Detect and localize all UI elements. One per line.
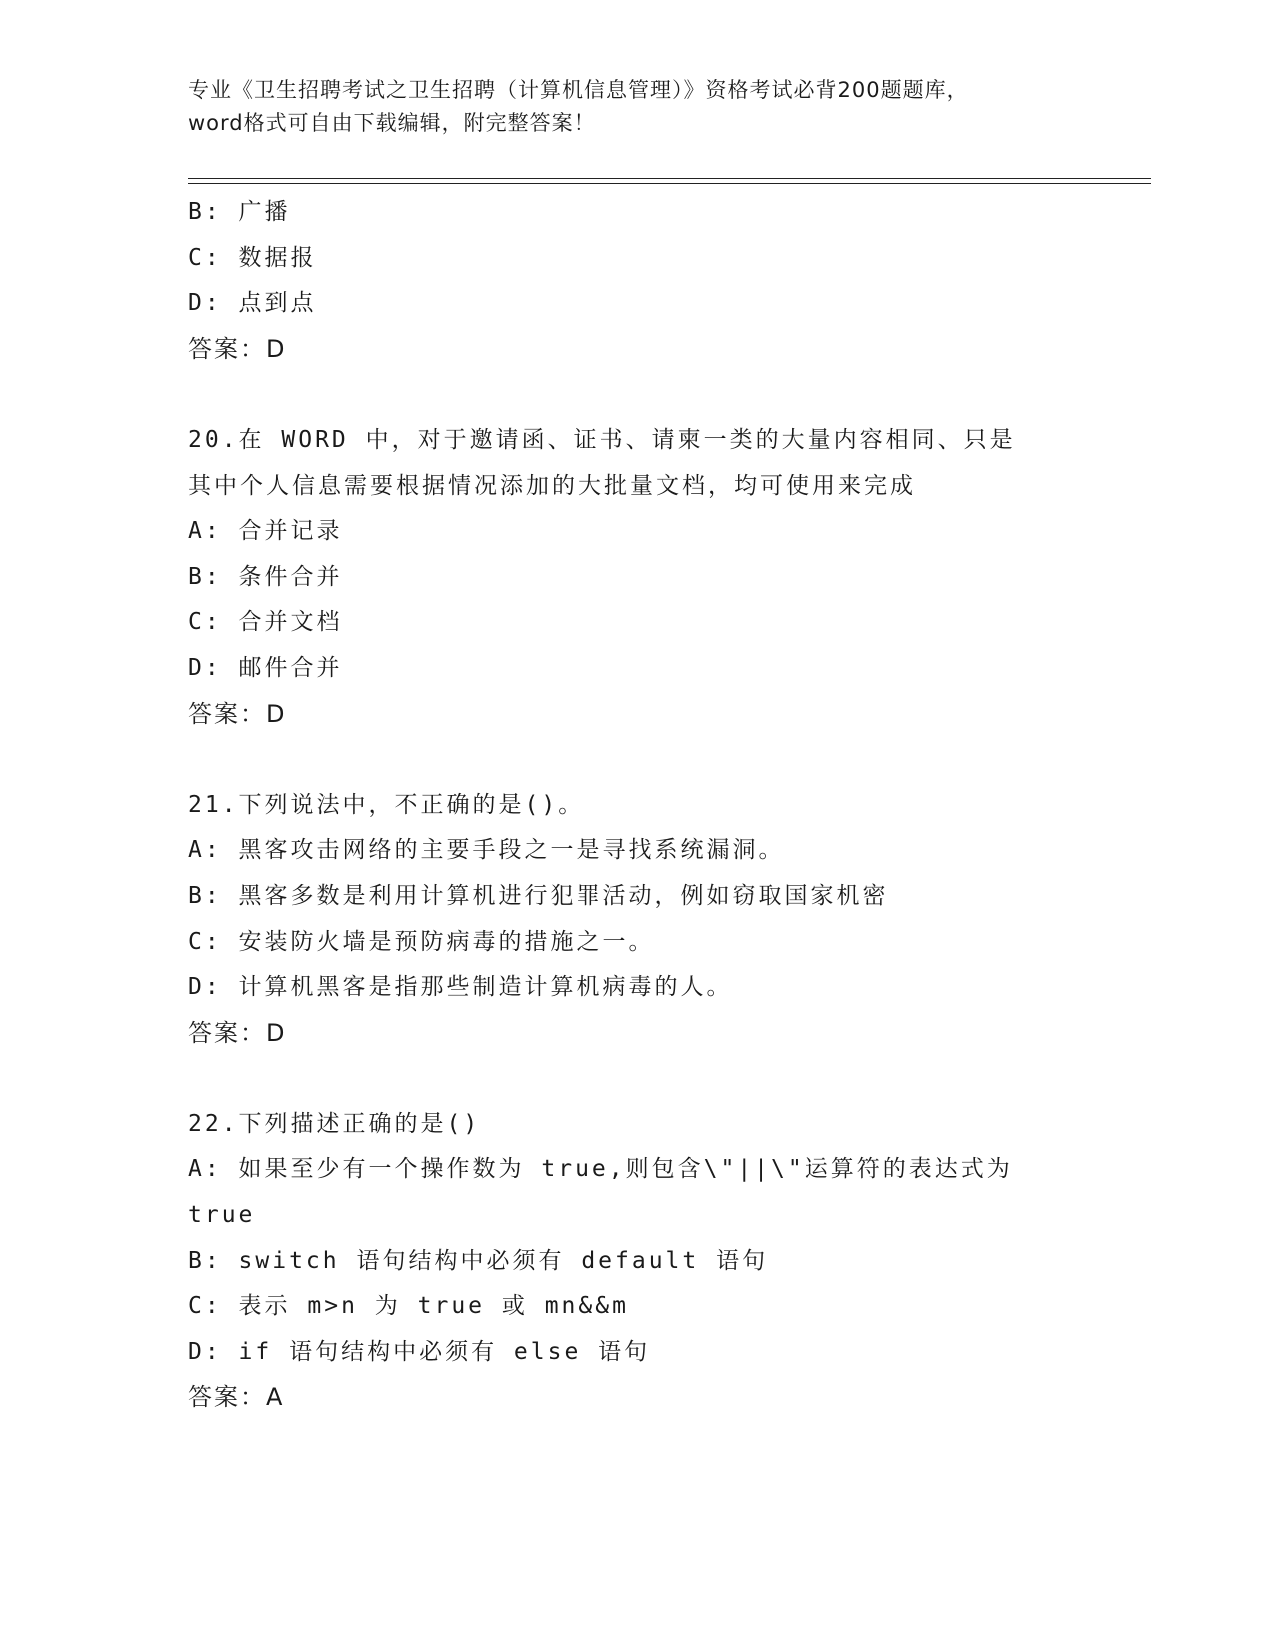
question-20	[188, 418, 1088, 737]
option-d: D: 计算机黑客是指那些制造计算机病毒的人。	[188, 974, 733, 1001]
question-text-continued: 其中个人信息需要根据情况添加的大批量文档，均可使用来完成	[188, 472, 916, 499]
option-c: C: 数据报	[188, 244, 317, 271]
document-body	[188, 190, 1088, 1421]
answer-line: 答案：D	[188, 699, 287, 728]
question-19-continued	[188, 190, 1088, 372]
blank-line	[188, 372, 1088, 418]
option-a: A: 合并记录	[188, 518, 343, 545]
header-rule-top	[188, 178, 1151, 179]
option-d: D: 点到点	[188, 290, 317, 317]
answer-line: 答案：D	[188, 334, 287, 363]
option-a: A: 如果至少有一个操作数为 true,则包含\"||\"运算符的表达式为	[188, 1156, 1013, 1183]
option-c: C: 表示 m>n 为 true 或 mn&&m	[188, 1293, 629, 1320]
answer-line: 答案：D	[188, 1018, 287, 1047]
blank-line	[188, 1056, 1088, 1102]
blank-line	[188, 737, 1088, 783]
document-header	[188, 74, 1088, 140]
option-c: C: 安装防火墙是预防病毒的措施之一。	[188, 928, 655, 955]
option-d: D: 邮件合并	[188, 654, 343, 681]
option-b: B: switch 语句结构中必须有 default 语句	[188, 1247, 769, 1274]
option-c: C: 合并文档	[188, 609, 343, 636]
option-b: B: 广播	[188, 199, 291, 225]
header-rule-bottom	[188, 183, 1151, 184]
question-21	[188, 783, 1088, 1057]
option-d: D: if 语句结构中必须有 else 语句	[188, 1338, 651, 1365]
answer-line: 答案：A	[188, 1383, 285, 1412]
question-text: 21.下列说法中，不正确的是()。	[188, 791, 585, 818]
option-a: A: 黑客攻击网络的主要手段之一是寻找系统漏洞。	[188, 837, 785, 864]
option-a-continued: true	[188, 1202, 256, 1229]
question-22	[188, 1102, 1088, 1421]
option-b: B: 条件合并	[188, 563, 343, 590]
option-b: B: 黑客多数是利用计算机进行犯罪活动，例如窃取国家机密	[188, 882, 889, 909]
question-text: 20.在 WORD 中，对于邀请函、证书、请柬一类的大量内容相同、只是	[188, 426, 1016, 453]
header-line-2: word格式可自由下载编辑，附完整答案！	[188, 111, 596, 135]
header-line-1: 专业《卫生招聘考试之卫生招聘（计算机信息管理）》资格考试必背200题题库，	[188, 78, 969, 102]
question-text: 22.下列描述正确的是()	[188, 1110, 481, 1137]
